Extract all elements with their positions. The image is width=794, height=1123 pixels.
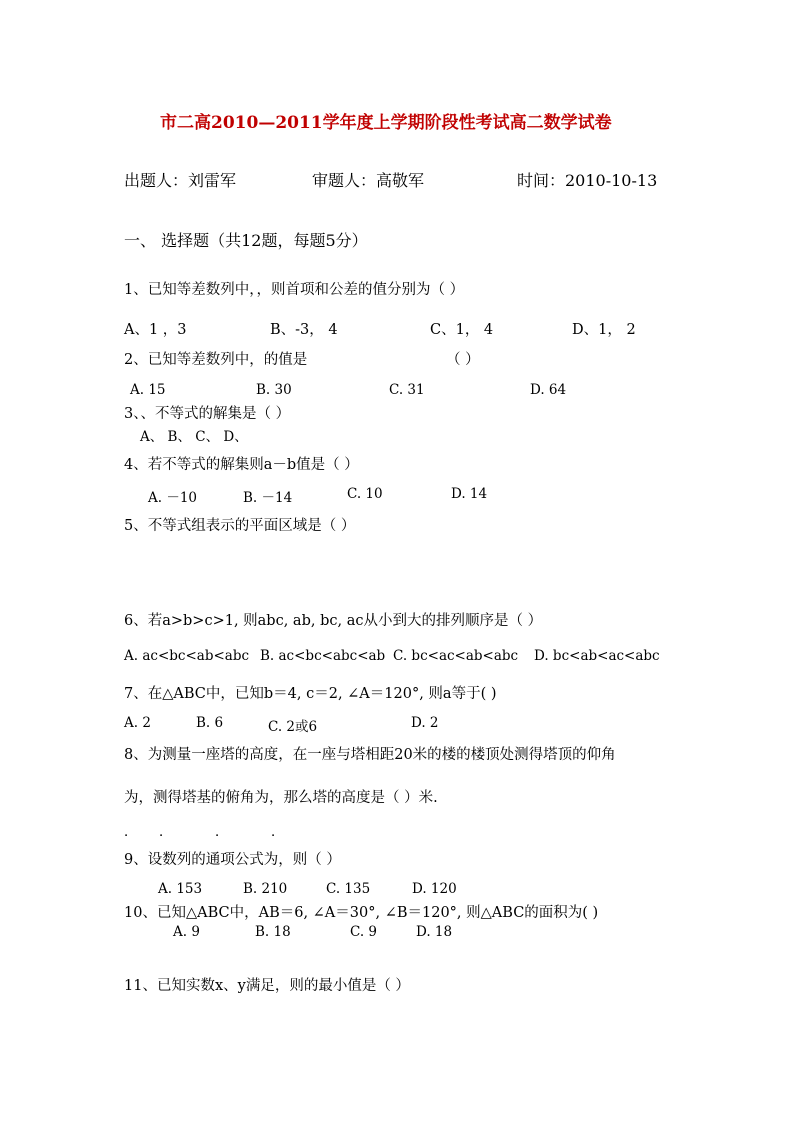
q2-option-c: C. 31 bbox=[389, 382, 425, 398]
q2-option-d: D. 64 bbox=[530, 382, 567, 398]
q10-option-c: C. 9 bbox=[350, 924, 378, 940]
q9-option-d: D. 120 bbox=[412, 881, 457, 897]
q9-option-a: A. 153 bbox=[158, 881, 203, 897]
question-7: 7、在△ABC中，已知b＝4, c＝2, ∠A＝120°, 则a等于( ) bbox=[124, 686, 497, 702]
q2-option-a: A. 15 bbox=[130, 382, 166, 398]
q2-option-b: B. 30 bbox=[256, 382, 292, 398]
q6-option-d: D. bc<ab<ac<abc bbox=[534, 648, 660, 664]
q6-option-a: A. ac<bc<ab<abc bbox=[124, 648, 250, 664]
question-8-line-1: 8、为测量一座塔的高度，在一座与塔相距20米的楼的楼顶处测得塔顶的仰角 bbox=[124, 747, 616, 763]
q8-option-d: ． bbox=[271, 824, 285, 840]
question-3: 3、、不等式的解集是（ ） bbox=[124, 406, 291, 422]
reviewer-label: 审题人：高敬军 bbox=[312, 171, 425, 190]
q2-answer-paren: （ ） bbox=[446, 352, 480, 368]
q1-option-d: D、1， 2 bbox=[572, 322, 636, 338]
q8-option-c: ． bbox=[215, 824, 229, 840]
q4-option-c: C. 10 bbox=[347, 486, 383, 502]
q4-option-a: A. －10 bbox=[148, 490, 198, 506]
q7-option-a: A. 2 bbox=[124, 715, 151, 731]
q9-option-c: C. 135 bbox=[326, 881, 371, 897]
q3-options: A、 B、 C、 D、 bbox=[140, 429, 248, 445]
q1-option-c: C、1， 4 bbox=[430, 322, 494, 338]
q9-option-b: B. 210 bbox=[243, 881, 288, 897]
q10-option-d: D. 18 bbox=[416, 924, 453, 940]
q8-option-b: ． bbox=[159, 824, 173, 840]
q1-option-a: A、1 ，3 bbox=[124, 322, 187, 338]
q7-option-b: B. 6 bbox=[196, 715, 224, 731]
q10-option-b: B. 18 bbox=[255, 924, 291, 940]
q4-option-d: D. 14 bbox=[451, 486, 488, 502]
question-11: 11、已知实数x、y满足，则的最小值是（ ） bbox=[124, 978, 410, 994]
q10-option-a: A. 9 bbox=[173, 924, 200, 940]
q7-option-c: C. 2或6 bbox=[268, 719, 318, 735]
question-8-line-2: 为，测得塔基的俯角为，那么塔的高度是（ ）米. bbox=[124, 790, 438, 806]
question-6: 6、若a>b>c>1, 则abc, ab, bc, ac从小到大的排列顺序是（ ） bbox=[124, 613, 543, 629]
question-4: 4、若不等式的解集则a－b值是（ ） bbox=[124, 457, 359, 473]
question-2: 2、已知等差数列中，的值是 bbox=[124, 352, 308, 368]
question-1: 1、已知等差数列中，，则首项和公差的值分别为（ ） bbox=[124, 282, 465, 298]
section-heading: 一、 选择题（共12题，每题5分） bbox=[124, 231, 368, 250]
exam-title: 市二高2010—2011学年度上学期阶段性考试高二数学试卷 bbox=[160, 113, 612, 133]
q8-option-a: ． bbox=[124, 824, 138, 840]
question-9: 9、设数列的通项公式为，则（ ） bbox=[124, 852, 341, 868]
q6-option-c: C. bc<ac<ab<abc bbox=[393, 648, 519, 664]
author-label: 出题人：刘雷军 bbox=[124, 171, 237, 190]
q7-option-d: D. 2 bbox=[411, 715, 439, 731]
time-label: 时间：2010-10-13 bbox=[517, 171, 658, 190]
question-5: 5、不等式组表示的平面区域是（ ） bbox=[124, 518, 356, 534]
q1-option-b: B、-3， 4 bbox=[270, 322, 338, 338]
question-10: 10、已知△ABC中，AB＝6, ∠A＝30°, ∠B＝120°, 则△ABC的面积为( ) bbox=[124, 905, 599, 921]
q4-option-b: B. －14 bbox=[243, 490, 293, 506]
q6-option-b: B. ac<bc<abc<ab bbox=[260, 648, 386, 664]
